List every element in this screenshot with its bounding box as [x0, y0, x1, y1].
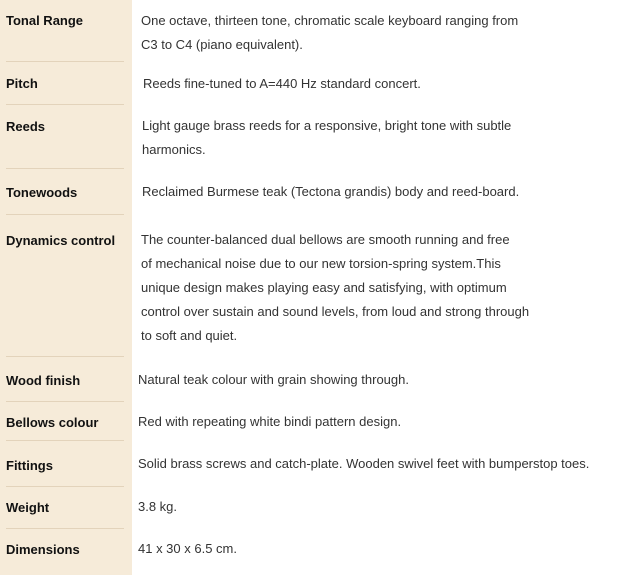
- spec-label-tonal-range: Tonal Range: [6, 13, 84, 28]
- spec-label-pitch: Pitch: [6, 76, 38, 91]
- row-divider: [6, 61, 124, 62]
- row-divider: [6, 168, 124, 169]
- row-divider: [6, 104, 124, 105]
- spec-value-dimensions: 41 x 30 x 6.5 cm.: [138, 541, 237, 556]
- row-divider: [6, 356, 124, 357]
- spec-label-weight: Weight: [6, 500, 50, 515]
- row-divider: [6, 528, 124, 529]
- spec-value-tonewoods: Reclaimed Burmese teak (Tectona grandis) body and reed-board.: [142, 184, 520, 199]
- spec-value-wood-finish: Natural teak colour with grain showing through.: [138, 372, 409, 387]
- row-divider: [6, 401, 124, 402]
- row-divider: [6, 486, 124, 487]
- spec-value-dynamics-control: The counter-balanced dual bellows are smooth running and free of mechanical noise due to our new torsion-spring system.This unique design makes playing easy and satisfying, with optimum control over sustain and sound levels, from loud and strong through to soft and quiet.: [141, 232, 530, 343]
- spec-value-weight: 3.8 kg.: [138, 499, 178, 514]
- spec-label-dimensions: Dimensions: [6, 542, 80, 557]
- spec-value-tonal-range: One octave, thirteen tone, chromatic scale keyboard ranging from C3 to C4 (piano equivalent).: [141, 13, 519, 52]
- spec-value-pitch: Reeds fine-tuned to A=440 Hz standard concert.: [143, 76, 421, 91]
- spec-label-bellows-colour: Bellows colour: [6, 415, 99, 430]
- row-divider: [6, 214, 124, 215]
- spec-label-wood-finish: Wood finish: [6, 373, 81, 388]
- spec-value-reeds: Light gauge brass reeds for a responsive, bright tone with subtle harmonics.: [142, 118, 512, 157]
- row-divider: [6, 440, 124, 441]
- spec-label-tonewoods: Tonewoods: [6, 185, 78, 200]
- spec-label-dynamics-control: Dynamics control: [6, 233, 116, 248]
- spec-label-reeds: Reeds: [6, 119, 46, 134]
- spec-value-fittings: Solid brass screws and catch-plate. Wooden swivel feet with bumperstop toes.: [138, 456, 590, 471]
- spec-label-fittings: Fittings: [6, 458, 53, 473]
- spec-value-bellows-colour: Red with repeating white bindi pattern design.: [138, 414, 402, 429]
